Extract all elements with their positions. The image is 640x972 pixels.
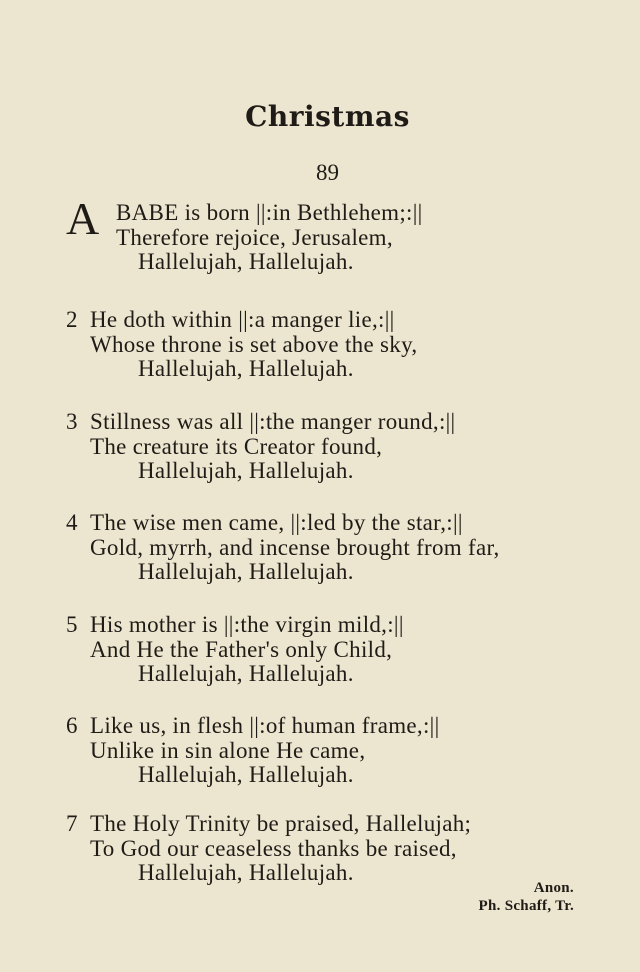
verse-line (66, 511, 586, 536)
stanza-4 (66, 511, 586, 585)
stanza-2 (66, 308, 586, 382)
verse-line (66, 861, 586, 886)
hymn-number: 89 (316, 160, 339, 185)
verse-text: The wise men came, ||:led by the star,:|| (90, 510, 463, 535)
verse-text: The creature its Creator found, (90, 433, 383, 459)
stanza-6 (66, 714, 586, 788)
verse-line (66, 357, 586, 382)
stanza-number: 6 (66, 713, 78, 738)
verse-text: His mother is ||:the virgin mild,:|| (90, 612, 404, 637)
verse-text: Gold, myrrh, and incense brought from far, (90, 534, 500, 560)
verse-line (66, 250, 586, 275)
verse-text: Stillness was all ||:the manger round,:|| (90, 409, 456, 434)
verse-line (66, 812, 586, 837)
verse-line (66, 459, 586, 484)
verse-text: Hallelujah, Hallelujah. (138, 559, 354, 584)
stanza-number: 5 (66, 612, 78, 637)
verse-text: To God our ceaseless thanks be raised, (90, 835, 457, 861)
verse-text: Hallelujah, Hallelujah. (138, 249, 354, 274)
author-credit: Anon. (533, 880, 574, 896)
verse-line (66, 714, 586, 739)
stanza-number: 7 (66, 811, 78, 836)
stanza-7 (66, 812, 586, 886)
verse-line (66, 837, 586, 862)
stanza-5 (66, 613, 586, 687)
verse-text: Hallelujah, Hallelujah. (138, 762, 354, 787)
verse-text: Hallelujah, Hallelujah. (138, 661, 354, 686)
verse-text: Like us, in flesh ||:of human frame,:|| (90, 713, 440, 738)
verse-text: BABE is born ||:in Bethlehem;:|| (116, 200, 423, 225)
translator-credit: Ph. Schaff, Tr. (478, 898, 574, 914)
verse-line (66, 560, 586, 585)
verse-text: He doth within ||:a manger lie,:|| (90, 307, 395, 332)
drop-cap: A (66, 193, 100, 244)
verse-line (66, 662, 586, 687)
verse-line (66, 333, 586, 358)
verse-line (66, 308, 586, 333)
stanza-3 (66, 410, 586, 484)
verse-text: And He the Father's only Child, (90, 636, 393, 662)
verse-text: Hallelujah, Hallelujah. (138, 458, 354, 483)
verse-text: Whose throne is set above the sky, (90, 331, 418, 357)
stanza-1 (66, 201, 586, 275)
verse-text: The Holy Trinity be praised, Hallelujah; (90, 811, 472, 836)
verse-text: Therefore rejoice, Jerusalem, (116, 224, 393, 250)
stanza-number: 4 (66, 510, 78, 535)
section-title: Christmas (245, 100, 410, 133)
verse-line (66, 739, 586, 764)
verse-line (66, 226, 586, 251)
verse-line (66, 201, 586, 226)
verse-line (66, 435, 586, 460)
verse-line (66, 613, 586, 638)
verse-line (66, 638, 586, 663)
verse-line (66, 536, 586, 561)
verse-text: Hallelujah, Hallelujah. (138, 860, 354, 885)
stanza-number: 2 (66, 307, 78, 332)
verse-line (66, 410, 586, 435)
stanza-number: 3 (66, 409, 78, 434)
verse-text: Unlike in sin alone He came, (90, 737, 366, 763)
verse-text: Hallelujah, Hallelujah. (138, 356, 354, 381)
verse-line (66, 763, 586, 788)
